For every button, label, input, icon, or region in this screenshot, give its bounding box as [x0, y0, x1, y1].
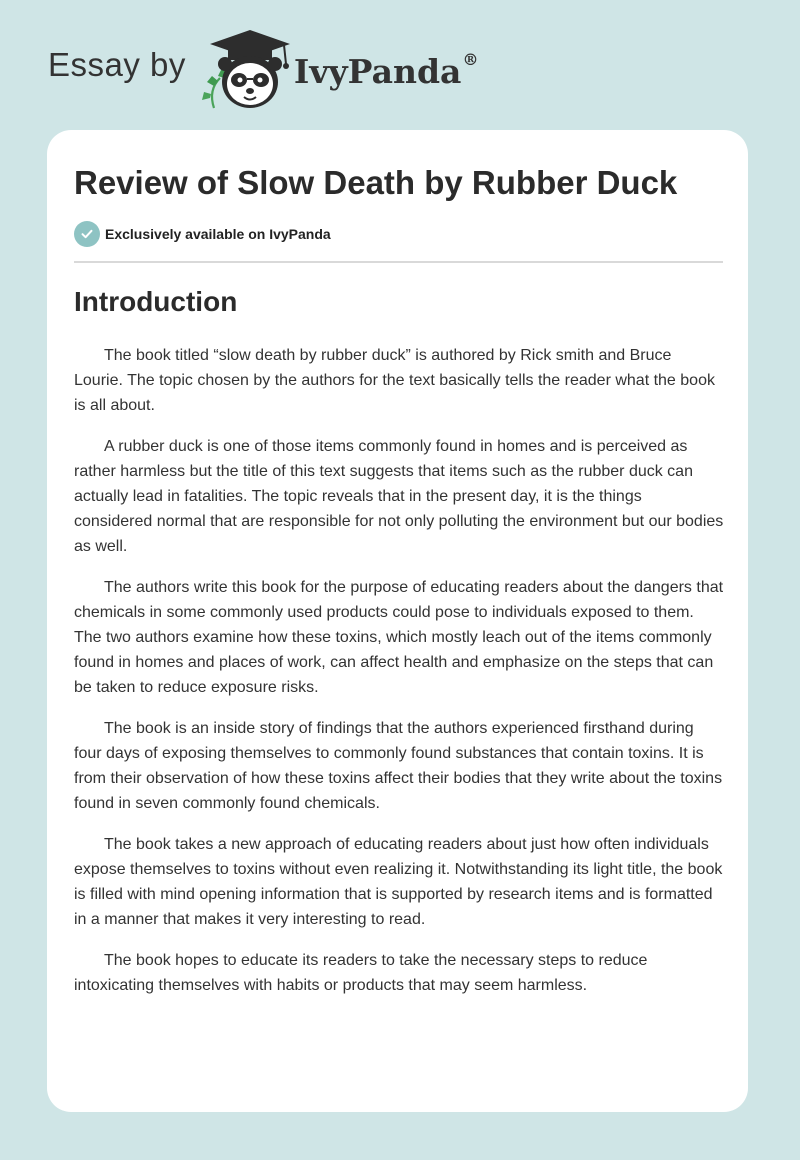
ivypanda-logo[interactable]	[200, 30, 479, 110]
page-title: Review of Slow Death by Rubber Duck	[74, 164, 678, 201]
essay-body	[74, 343, 724, 1014]
registered-mark: ®	[462, 49, 479, 69]
paragraph: A rubber duck is one of those items commonly found in homes and is perceived as rather harmless but the title of this text suggests that items such as the rubber duck can actually lead in fatalities. The topic reveals that in the present day, it is the things considered normal that are responsible for not only polluting the environment but our bodies as well.	[74, 438, 724, 555]
brand-name: IvyPanda	[293, 51, 462, 91]
site-header	[48, 30, 478, 110]
paragraph: The book takes a new approach of educating readers about just how often individuals expose themselves to toxins without even realizing it. Notwithstanding its light title, the book is filled with mind opening information that is supported by research items and is formatted in a manner that makes it very interesting to read.	[74, 836, 723, 928]
paragraph: The book is an inside story of findings that the authors experienced firsthand during four days of exposing themselves to commonly found substances that contain toxins. It is from their observation of how these toxins affect their bodies that they write about the toxins found in seven commonly found chemicals.	[74, 720, 723, 812]
section-heading: Introduction	[74, 286, 238, 317]
title-divider	[74, 261, 723, 263]
ivypanda-wordmark	[293, 49, 479, 91]
paragraph: The book titled “slow death by rubber duck” is authored by Rick smith and Bruce Lourie. The topic chosen by the authors for the text basically tells the reader what the book is all about.	[74, 347, 715, 414]
panda-graduate-logo-icon	[200, 30, 292, 110]
exclusive-badge	[74, 221, 331, 247]
paragraph: The authors write this book for the purpose of educating readers about the dangers that chemicals in some commonly used products could pose to individuals exposed to them. The two authors examine how these toxins, which mostly leach out of the items commonly found in homes and places of work, can affect health and emphasize on the steps that can be taken to reduce exposure risks.	[74, 579, 724, 696]
paragraph: The book hopes to educate its readers to take the necessary steps to reduce intoxicating themselves with habits or products that may seem harmless.	[74, 952, 648, 994]
essay-by-label: Essay by	[48, 46, 186, 83]
badge-label: Exclusively available on IvyPanda	[105, 226, 331, 242]
check-circle-icon	[74, 221, 100, 247]
essay-card	[47, 130, 748, 1112]
